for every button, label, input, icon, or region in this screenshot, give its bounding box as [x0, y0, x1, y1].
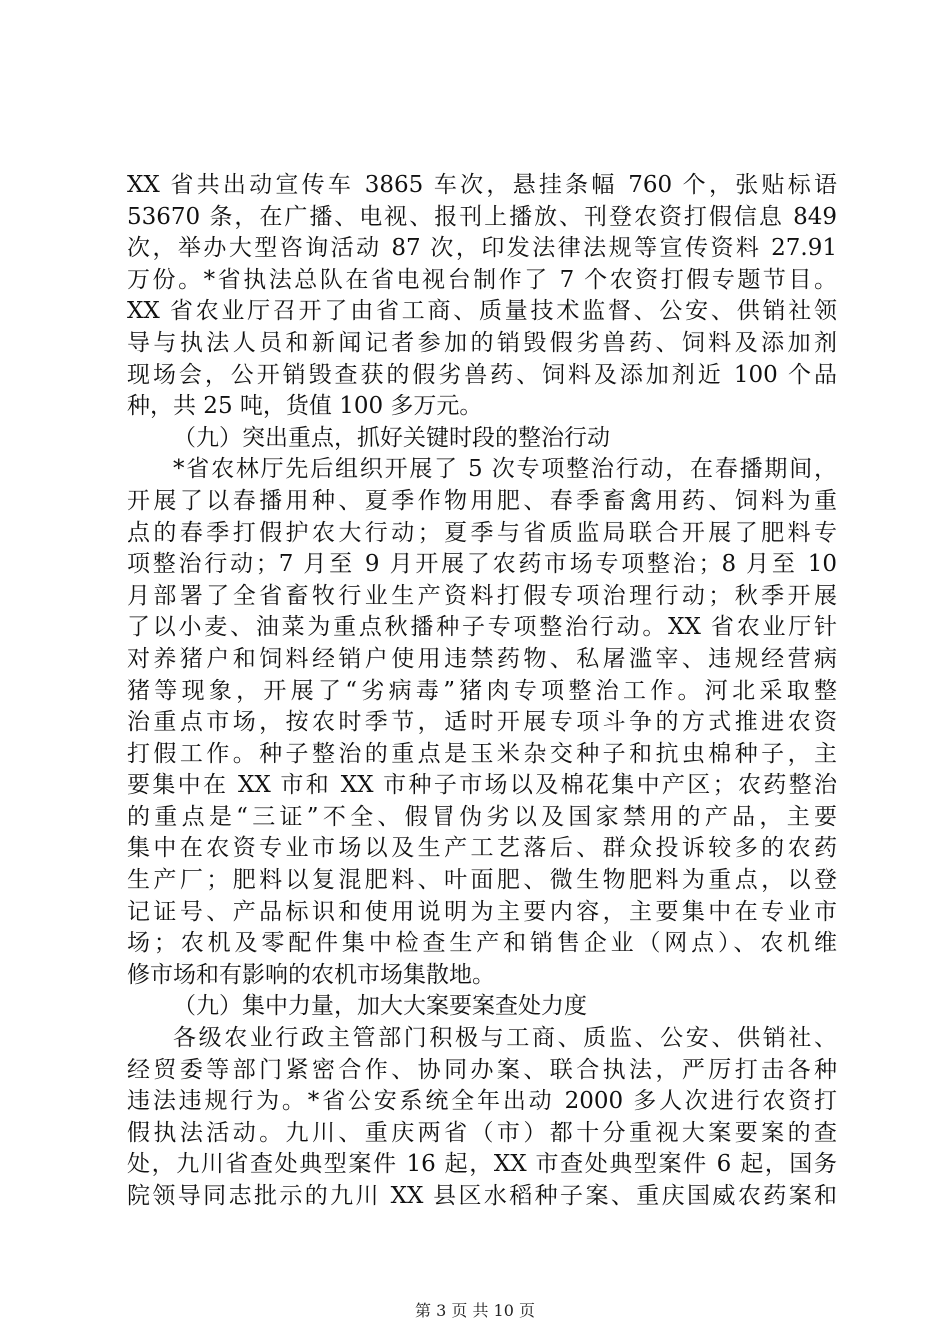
- text-line: 开展了以春播用种、夏季作物用肥、春季畜禽用药、饲料为重: [127, 487, 837, 514]
- page-number-footer: 第 3 页 共 10 页: [415, 1301, 535, 1320]
- text-line: 治重点市场，按农时季节，适时开展专项斗争的方式推进农资: [127, 709, 837, 736]
- text-line: 记证号、产品标识和使用说明为主要内容，主要集中在专业市: [127, 898, 837, 925]
- section-heading-major-cases: （九）集中力量，加大大案要案查处力度: [173, 993, 587, 1020]
- text-line: 53670 条，在广播、电视、报刊上播放、刊登农资打假信息 849: [127, 203, 837, 230]
- text-line: 月部署了全省畜牧行业生产资料打假专项治理行动；秋季开展: [127, 582, 837, 609]
- text-line: 假执法活动。九川、重庆两省（市）都十分重视大案要案的查: [127, 1119, 837, 1146]
- paragraph-enforcement: [127, 1023, 837, 1213]
- section-heading-key-periods: （九）突出重点，抓好关键时段的整治行动: [173, 424, 610, 451]
- text-line: 万份。*省执法总队在省电视台制作了 7 个农资打假专题节目。: [127, 266, 837, 293]
- text-line: 对养猪户和饲料经销户使用违禁药物、私屠滥宰、违规经营病: [127, 645, 837, 672]
- text-line: 种，共 25 吨，货值 100 多万元。: [127, 393, 483, 420]
- text-line: 的重点是“三证”不全、假冒伪劣以及国家禁用的产品，主要: [127, 803, 837, 830]
- text-line: 猪等现象，开展了“劣病毒”猪肉专项整治工作。河北采取整: [127, 677, 837, 704]
- text-line: 项整治行动；7 月至 9 月开展了农药市场专项整治；8 月至 10: [127, 551, 837, 578]
- text-line: 生产厂；肥料以复混肥料、叶面肥、微生物肥料为重点，以登: [127, 867, 837, 894]
- text-line: XX 省共出动宣传车 3865 车次，悬挂条幅 760 个，张贴标语: [127, 172, 837, 198]
- text-line: 了以小麦、油菜为重点秋播种子专项整治行动。XX 省农业厅针: [127, 614, 837, 641]
- text-line: 打假工作。种子整治的重点是玉米杂交种子和抗虫棉种子，主: [127, 740, 837, 767]
- text-line: 违法违规行为。*省公安系统全年出动 2000 多人次进行农资打: [127, 1088, 837, 1115]
- text-line: 点的春季打假护农大行动；夏季与省质监局联合开展了肥料专: [127, 519, 837, 546]
- text-line: *省农林厅先后组织开展了 5 次专项整治行动，在春播期间，: [173, 456, 837, 483]
- text-line: 院领导同志批示的九川 XX 县区水稻种子案、重庆国威农药案和: [127, 1183, 837, 1209]
- text-line: 集中在农资专业市场以及生产工艺落后、群众投诉较多的农药: [127, 835, 837, 862]
- document-body: [127, 170, 837, 1213]
- paragraph-publicity: [127, 170, 837, 423]
- text-line: 各级农业行政主管部门积极与工商、质监、公安、供销社、: [173, 1025, 837, 1052]
- text-line: 要集中在 XX 市和 XX 市种子市场以及棉花集中产区；农药整治: [127, 772, 837, 799]
- text-line: 次，举办大型咨询活动 87 次，印发法律法规等宣传资料 27.91: [127, 235, 837, 262]
- paragraph-rectification: [127, 454, 837, 991]
- text-line: 现场会，公开销毁查获的假劣兽药、饲料及添加剂近 100 个品: [127, 361, 837, 388]
- text-line: 导与执法人员和新闻记者参加的销毁假劣兽药、饲料及添加剂: [127, 329, 837, 356]
- text-line: 修市场和有影响的农机市场集散地。: [127, 961, 495, 988]
- text-line: 经贸委等部门紧密合作、协同办案、联合执法，严厉打击各种: [127, 1056, 837, 1083]
- text-line: XX 省农业厅召开了由省工商、质量技术监督、公安、供销社领: [127, 298, 837, 325]
- text-line: 场；农机及零配件集中检查生产和销售企业（网点）、农机维: [127, 930, 837, 957]
- text-line: 处，九川省查处典型案件 16 起，XX 市查处典型案件 6 起，国务: [127, 1151, 837, 1178]
